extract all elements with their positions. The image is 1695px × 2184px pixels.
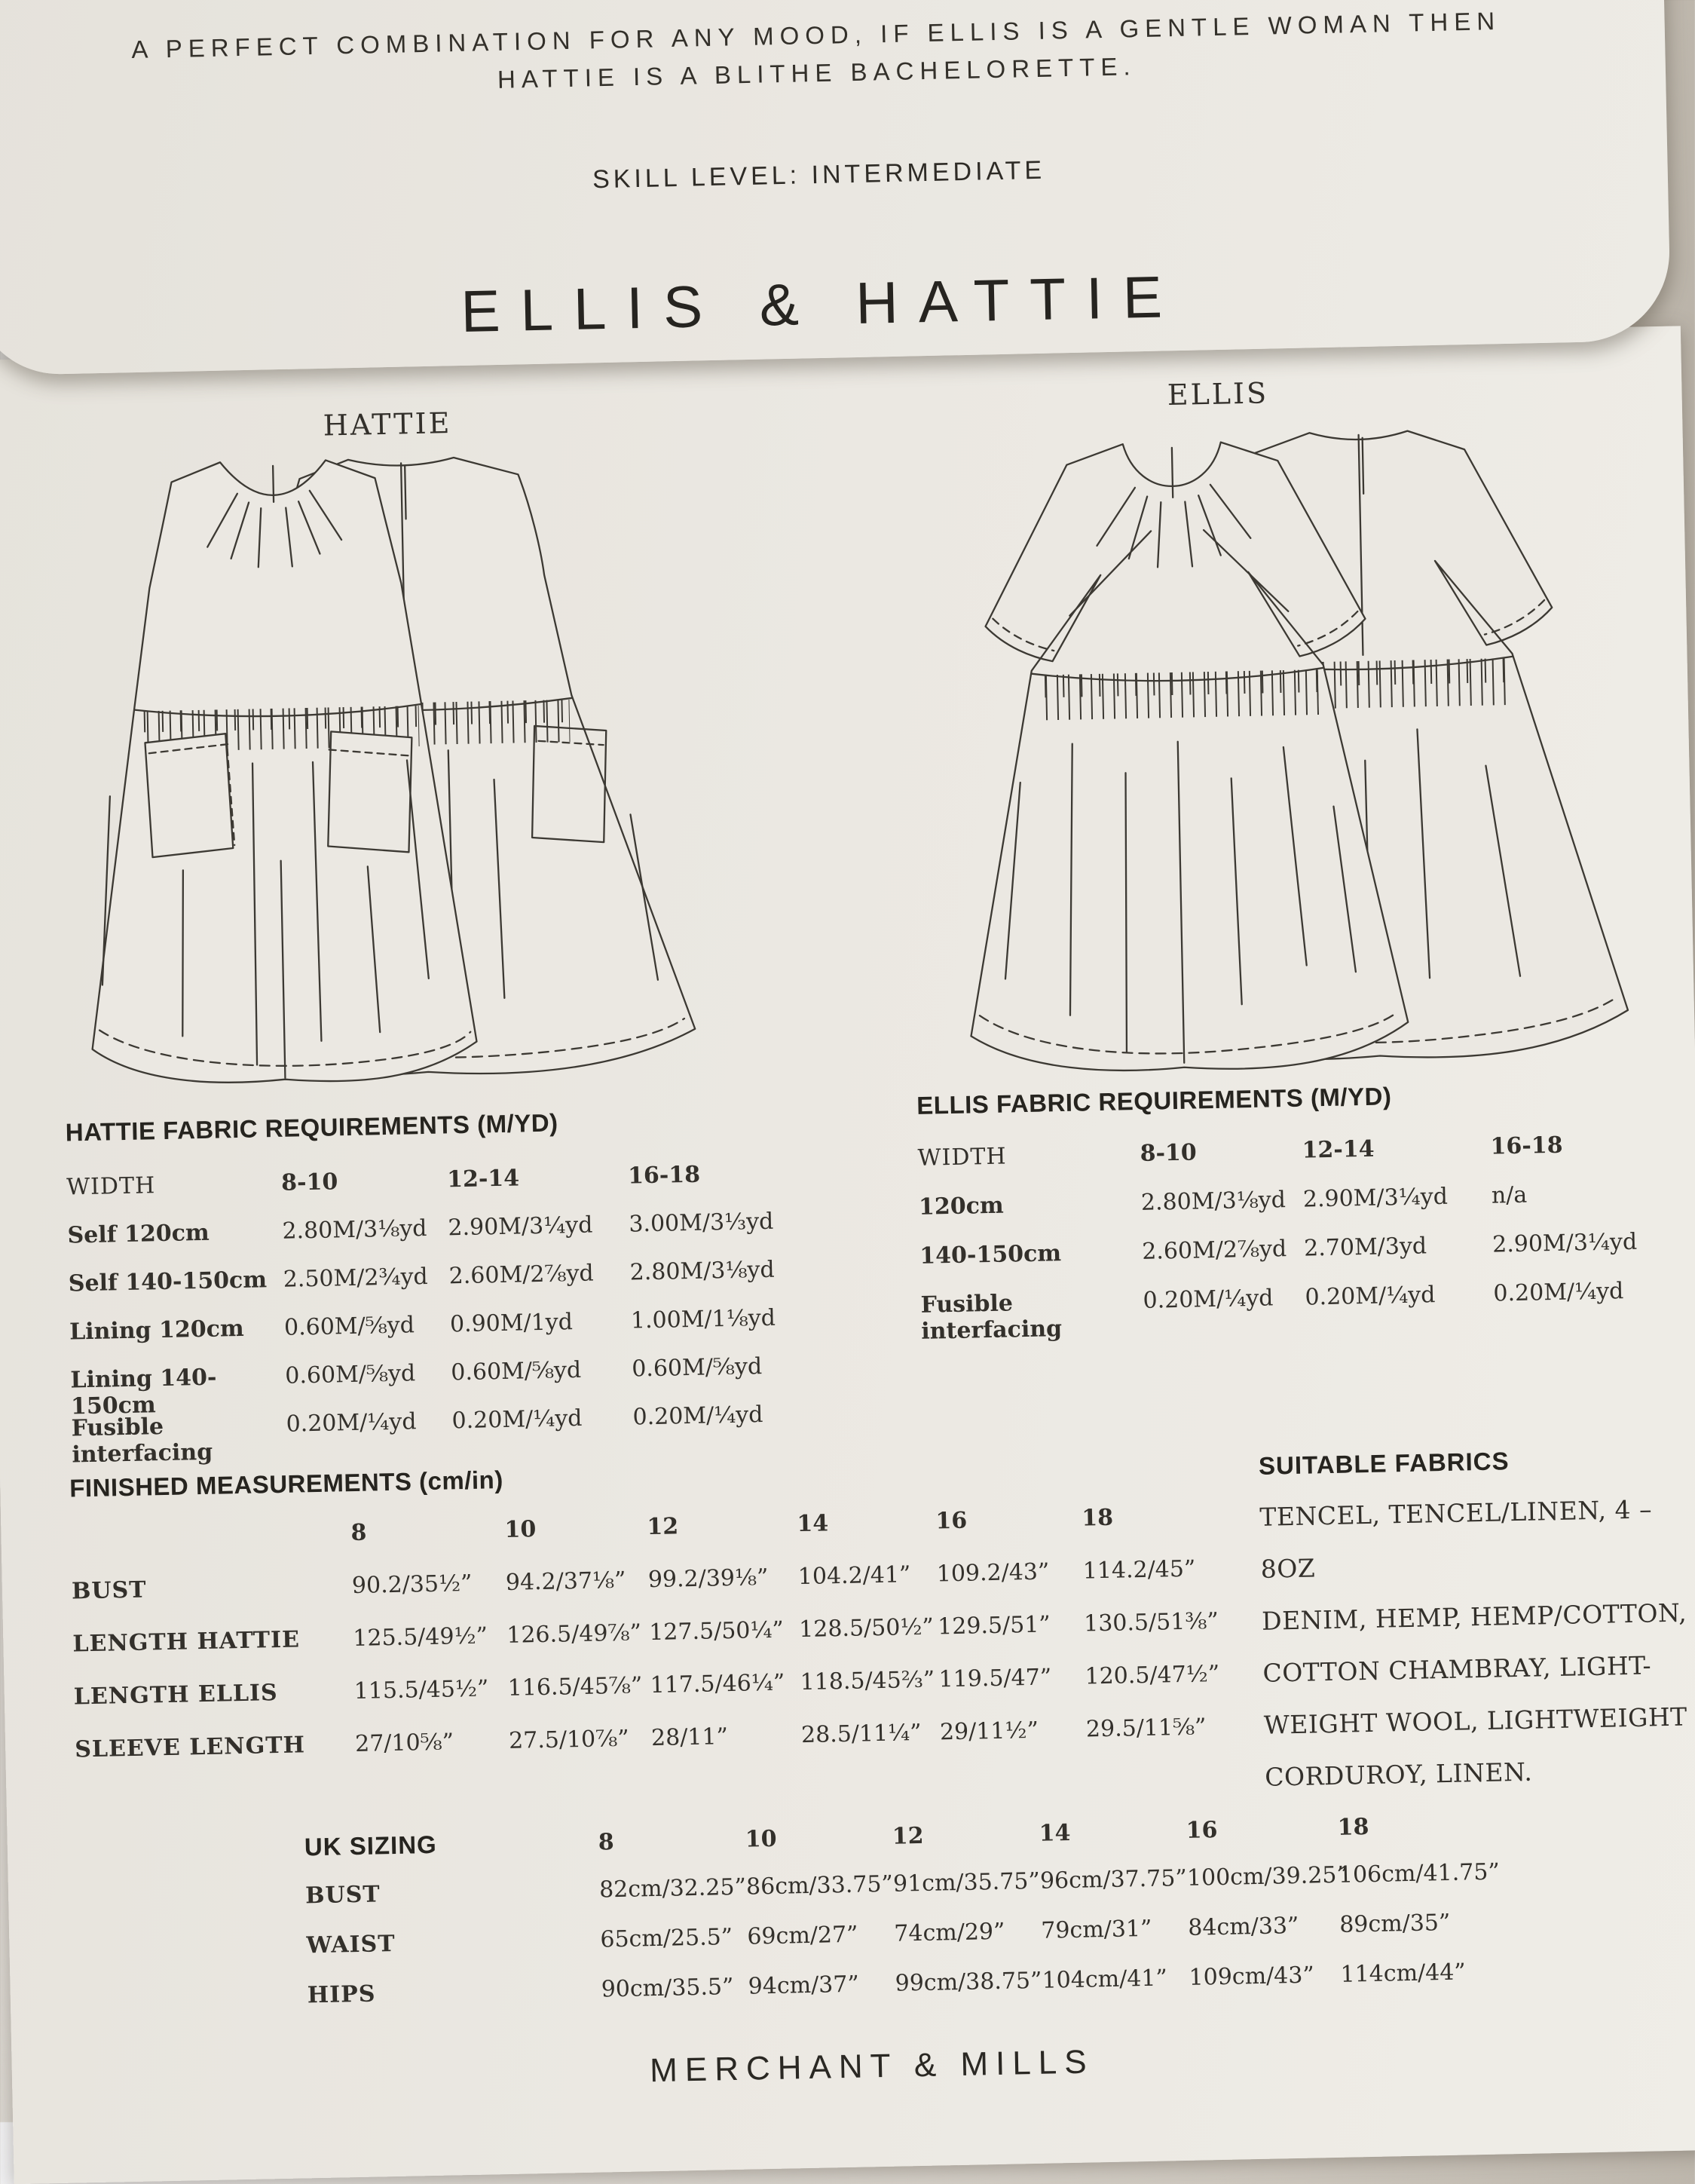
- table-row: [72, 1555, 1234, 1609]
- measurement-cell: 128.5/50½”: [798, 1613, 935, 1643]
- measurement-cell: 2.80M/3⅛yd: [1140, 1187, 1287, 1216]
- measurement-cell: 0.20M/¼yd: [286, 1408, 417, 1438]
- measurement-cell: 0.60M/⅝yd: [631, 1353, 763, 1383]
- table-row: [72, 1608, 1235, 1662]
- suitable-fabrics-line: CORDUROY, LINEN.: [1264, 1757, 1533, 1792]
- row-label: Fusible interfacing: [920, 1290, 1063, 1345]
- finished-measurements-table: [70, 1502, 1237, 1767]
- table-row: [919, 1179, 1681, 1224]
- skill-level-text: SKILL LEVEL: INTERMEDIATE: [592, 155, 1046, 195]
- measurement-cell: 99.2/39⅛”: [647, 1564, 769, 1594]
- measurement-cell: 91cm/35.75”: [892, 1867, 1041, 1898]
- measurement-cell: 99cm/38.75”: [895, 1967, 1042, 1997]
- measurement-cell: 2.60M/2⅞yd: [1141, 1236, 1287, 1265]
- measurement-cell: 29/11½”: [939, 1717, 1039, 1746]
- table-row: [920, 1277, 1682, 1345]
- measurement-cell: 0.60M/⅝yd: [283, 1312, 415, 1341]
- measurement-cell: 0.20M/¼yd: [1305, 1282, 1436, 1311]
- measurement-cell: 118.5/45⅔”: [800, 1666, 935, 1696]
- row-label: Lining 140-150cm: [70, 1364, 217, 1420]
- measurement-cell: 104.2/41”: [797, 1561, 911, 1591]
- measurement-cell: 0.20M/¼yd: [632, 1401, 763, 1431]
- table-header-row: [304, 1809, 1488, 1864]
- suitable-fabrics-line: WEIGHT WOOL, LIGHTWEIGHT: [1263, 1702, 1688, 1740]
- measurement-cell: 106cm/41.75”: [1338, 1858, 1501, 1888]
- measurement-cell: 27.5/10⅞”: [508, 1725, 629, 1754]
- measurement-cell: 120.5/47½”: [1085, 1660, 1220, 1690]
- measurement-cell: 2.60M/2⅞yd: [448, 1260, 595, 1290]
- table-row: [306, 1909, 1490, 1963]
- measurement-cell: 0.20M/¼yd: [1143, 1285, 1274, 1314]
- pattern-title: ELLIS & HATTIE: [460, 262, 1183, 345]
- hattie-technical-drawing-illustration: [57, 430, 721, 1125]
- row-label: HIPS: [307, 1980, 376, 2009]
- table-row: [73, 1661, 1235, 1714]
- measurement-cell: 2.90M/3¼yd: [448, 1211, 593, 1242]
- measurement-cell: 2.70M/3yd: [1303, 1233, 1427, 1262]
- row-label: Lining 120cm: [69, 1315, 244, 1346]
- measurement-cell: 1.00M/1⅛yd: [630, 1304, 776, 1334]
- tagline-line-1: A PERFECT COMBINATION FOR ANY MOOD, IF ELLIS IS A GENTLE WOMAN THEN: [130, 7, 1501, 64]
- table-row: [68, 1256, 818, 1301]
- row-label: BUST: [71, 1576, 147, 1605]
- measurement-cell: 130.5/51⅜”: [1083, 1607, 1219, 1637]
- suitable-fabrics-line: TENCEL, TENCEL/LINEN, 4 – 8OZ: [1259, 1494, 1653, 1584]
- ellis-view-label: ELLIS: [1167, 376, 1269, 412]
- column-header: 18: [1337, 1814, 1369, 1841]
- row-label: SLEEVE LENGTH: [74, 1732, 306, 1763]
- measurement-cell: 104cm/41”: [1042, 1965, 1168, 1994]
- table-header-row: [917, 1130, 1679, 1175]
- measurement-cell: 94.2/37⅛”: [505, 1567, 626, 1596]
- row-label: LENGTH HATTIE: [72, 1626, 301, 1658]
- measurement-cell: 3.00M/3⅓yd: [629, 1208, 774, 1238]
- measurement-cell: 115.5/45½”: [353, 1675, 489, 1705]
- measurement-cell: 2.50M/2¾yd: [283, 1263, 429, 1293]
- row-label: 140-150cm: [919, 1240, 1062, 1270]
- finished-measurements-title: FINISHED MEASUREMENTS (cm/in): [69, 1465, 504, 1502]
- row-label: WAIST: [306, 1930, 396, 1959]
- table-corner-label: WIDTH: [917, 1143, 1007, 1172]
- table-corner-label: [71, 1540, 351, 1545]
- measurement-cell: 0.60M/⅝yd: [285, 1360, 416, 1389]
- measurement-cell: 114cm/44”: [1340, 1959, 1467, 1988]
- suitable-fabrics-list: [1259, 1482, 1695, 1803]
- hattie-requirements-title: HATTIE FABRIC REQUIREMENTS (M/YD): [65, 1108, 558, 1147]
- measurement-cell: 28/11”: [650, 1723, 729, 1752]
- table-header-row: [66, 1159, 817, 1205]
- measurement-cell: 29.5/11⅝”: [1085, 1714, 1207, 1743]
- table-row: [75, 1714, 1237, 1767]
- measurement-cell: 84cm/33”: [1187, 1912, 1299, 1941]
- column-header: 8: [598, 1829, 615, 1856]
- column-header: 16: [935, 1507, 968, 1535]
- measurement-cell: 2.80M/3⅛yd: [282, 1215, 427, 1245]
- measurement-cell: 74cm/29”: [894, 1918, 1005, 1947]
- column-header: 12: [892, 1822, 924, 1850]
- measurement-cell: 96cm/37.75”: [1039, 1864, 1188, 1895]
- column-header: 18: [1082, 1504, 1114, 1532]
- measurement-cell: 94cm/37”: [748, 1971, 860, 2000]
- measurement-cell: 27/10⅝”: [354, 1729, 454, 1757]
- measurement-cell: 89cm/35”: [1339, 1909, 1451, 1938]
- measurement-cell: 126.5/49⅞”: [506, 1619, 642, 1649]
- row-label: Fusible interfacing: [71, 1414, 213, 1469]
- measurement-cell: 129.5/51”: [937, 1611, 1051, 1640]
- row-label: BUST: [304, 1881, 381, 1910]
- column-header: 16-18: [1490, 1132, 1563, 1160]
- measurement-cell: 125.5/49½”: [353, 1622, 488, 1653]
- table-row: [304, 1858, 1501, 1913]
- pattern-tagline: [0, 0, 1666, 110]
- column-header: 12-14: [446, 1165, 520, 1193]
- measurement-cell: n/a: [1491, 1181, 1528, 1209]
- uk-sizing-table: [304, 1809, 1501, 2012]
- row-label: LENGTH ELLIS: [73, 1680, 279, 1711]
- ellis-technical-drawing-illustration: [832, 409, 1648, 1118]
- measurement-cell: 2.80M/3⅛yd: [629, 1256, 775, 1286]
- measurement-cell: 114.2/45”: [1082, 1555, 1196, 1585]
- column-header: 12-14: [1302, 1135, 1375, 1164]
- measurement-cell: 69cm/27”: [747, 1921, 858, 1950]
- column-header: 10: [504, 1516, 537, 1543]
- measurement-cell: 109cm/43”: [1189, 1962, 1315, 1991]
- column-header: 14: [797, 1510, 829, 1538]
- measurement-cell: 0.20M/¼yd: [1493, 1278, 1624, 1307]
- measurement-cell: 0.60M/⅝yd: [450, 1356, 582, 1386]
- measurement-cell: 116.5/45⅞”: [507, 1672, 643, 1702]
- measurement-cell: 0.90M/1yd: [449, 1309, 574, 1338]
- table-corner-label: UK SIZING: [304, 1830, 438, 1861]
- measurement-cell: 2.90M/3¼yd: [1492, 1228, 1638, 1258]
- instruction-sheet-content: [3, 326, 1695, 2184]
- column-header: 12: [647, 1513, 679, 1541]
- column-header: 10: [745, 1825, 777, 1853]
- measurement-cell: 109.2/43”: [936, 1558, 1050, 1588]
- row-label: 120cm: [918, 1192, 1005, 1221]
- column-header: 14: [1039, 1819, 1071, 1847]
- table-row: [69, 1304, 820, 1349]
- measurement-cell: 127.5/50¼”: [648, 1616, 785, 1646]
- measurement-cell: 28.5/11¼”: [800, 1719, 922, 1749]
- suitable-fabrics-title: SUITABLE FABRICS: [1258, 1447, 1510, 1480]
- table-corner-label: WIDTH: [66, 1172, 156, 1201]
- column-header: 16-18: [627, 1161, 701, 1190]
- measurement-cell: 119.5/47”: [938, 1664, 1052, 1693]
- column-header: 8-10: [1140, 1139, 1198, 1167]
- measurement-cell: 65cm/25.5”: [600, 1923, 733, 1953]
- row-label: Self 120cm: [67, 1219, 210, 1249]
- column-header: 8: [350, 1519, 367, 1547]
- measurement-cell: 90cm/35.5”: [601, 1973, 734, 2003]
- measurement-cell: 90.2/35½”: [351, 1570, 473, 1600]
- table-header-row: [70, 1502, 1232, 1556]
- instruction-sheet: [0, 326, 1695, 2184]
- table-row: [67, 1208, 818, 1253]
- measurement-cell: 100cm/39.25”: [1186, 1861, 1349, 1891]
- tagline-line-2: HATTIE IS A BLITHE BACHELORETTE.: [497, 52, 1137, 93]
- suitable-fabrics-line: COTTON CHAMBRAY, LIGHT-: [1262, 1650, 1652, 1688]
- measurement-cell: 79cm/31”: [1040, 1915, 1152, 1944]
- measurement-cell: 86cm/33.75”: [745, 1870, 894, 1901]
- hattie-requirements-table: [66, 1159, 821, 1469]
- measurement-cell: 117.5/46¼”: [650, 1669, 785, 1699]
- measurement-cell: 2.90M/3¼yd: [1302, 1183, 1449, 1213]
- brand-logotype: MERCHANT & MILLS: [649, 2043, 1095, 2090]
- envelope-flap: [0, 0, 1671, 376]
- suitable-fabrics-line: DENIM, HEMP, HEMP/COTTON,: [1261, 1597, 1687, 1636]
- hattie-view-label: HATTIE: [323, 406, 452, 443]
- measurement-cell: 82cm/32.25”: [598, 1873, 747, 1904]
- ellis-requirements-title: ELLIS FABRIC REQUIREMENTS (M/YD): [916, 1082, 1392, 1120]
- column-header: 16: [1186, 1817, 1218, 1844]
- row-label: Self 140-150cm: [68, 1267, 268, 1297]
- ellis-requirements-table: [917, 1130, 1682, 1345]
- column-header: 8-10: [280, 1169, 338, 1196]
- table-row: [919, 1228, 1681, 1273]
- table-row: [307, 1959, 1491, 2013]
- measurement-cell: 0.20M/¼yd: [451, 1404, 583, 1435]
